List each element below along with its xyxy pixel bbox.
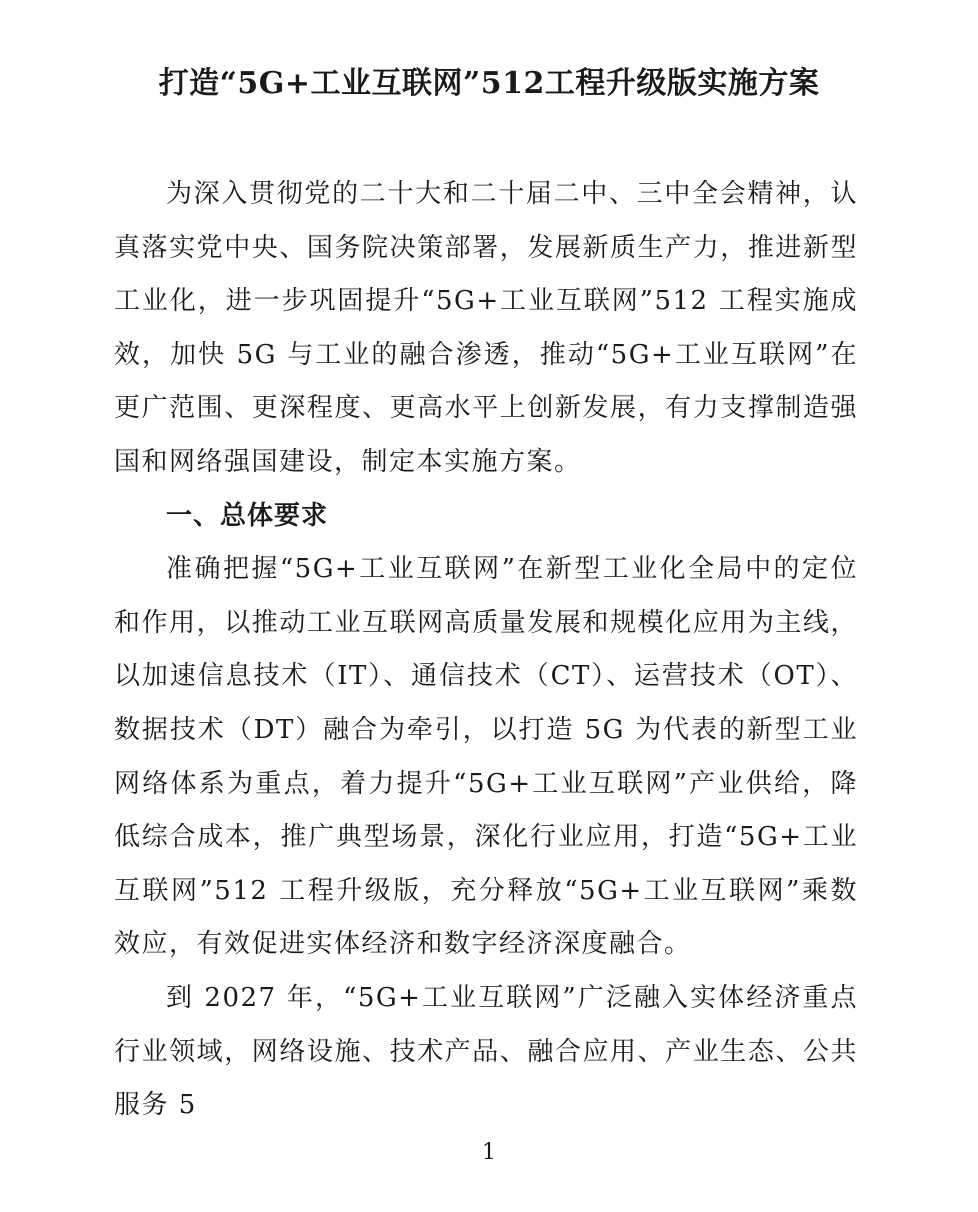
page-number: 1 [482, 1140, 496, 1165]
goals-paragraph: 到 2027 年，“5G+工业互联网”广泛融入实体经济重点行业领域，网络设施、技术产品、融合应用、产业生态、公共服务 5 [114, 982, 858, 1121]
requirements-paragraph: 准确把握“5G+工业互联网”在新型工业化全局中的定位和作用，以推动工业互联网高质量发展和规模化应用为主线，以加速信息技术（IT）、通信技术（CT）、运营技术（OT）、数据技术（DT）融合为牵引，以打造 5G 为代表的新型工业网络体系为重点，着力提升“5G+工业互联网”产业供给，降低综合成本，推广典型场景，深化行业应用，打造“5G+工业互联网”512 工程升级版，充分释放“5G+工业互联网”乘数效应，有效促进实体经济和数字经济深度融合。 [114, 554, 858, 960]
intro-paragraph: 为深入贯彻党的二十大和二十届二中、三中全会精神，认真落实党中央、国务院决策部署，发展新质生产力，推进新型工业化，进一步巩固提升“5G+工业互联网”512 工程实施成效，加快 5G 与工业的融合渗透，推动“5G+工业互联网”在更广范围、更深程度、更高水平上创新发展，有力支撑制造强国和网络强国建设，制定本实施方案。 [114, 179, 858, 477]
section-heading: 一、总体要求 [166, 500, 329, 531]
document-body [114, 168, 858, 1133]
document-title: 打造“5G+工业互联网”512工程升级版实施方案 [158, 66, 820, 101]
